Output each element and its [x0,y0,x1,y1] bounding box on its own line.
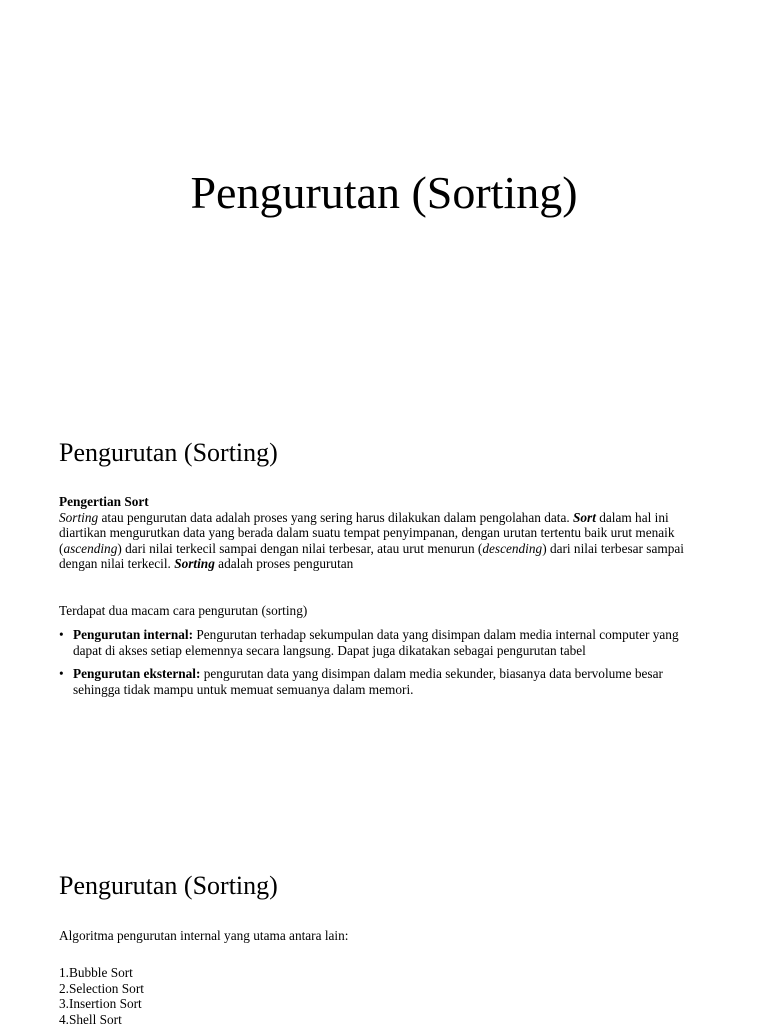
list-item: 3.Insertion Sort [59,996,142,1012]
term-descending: descending [482,540,543,556]
list-item: 1.Bubble Sort [59,965,133,980]
list-item [59,627,709,658]
bullet-icon: • [59,627,64,642]
definition-text: atau pengurutan data adalah proses yang sering harus dilakukan dalam pengolahan data. [98,509,573,525]
sorting-types-list [59,627,709,705]
algorithm-intro: Algoritma pengurutan internal yang utama antara lain: [59,928,349,943]
sorting-types-intro: Terdapat dua macam cara pengurutan (sorting) [59,603,308,618]
slide2-heading: Pengurutan (Sorting) [59,438,278,467]
term-ascending: ascending [63,540,118,556]
definition-block [59,494,709,572]
definition-paragraph [59,510,684,572]
slide3-heading: Pengurutan (Sorting) [59,871,278,900]
definition-text: ) dari nilai terbesar sampai dengan nilai terkecil. [59,540,684,571]
definition-text: adalah proses pengurutan [214,556,354,571]
bullet-text: pengurutan data yang disimpan dalam media sekunder, biasanya data bervolume besar sehingga tidak mampu untuk memuat semuanya dalam memori. [73,666,663,697]
definition-text: dalam hal ini diartikan mengurutkan data yang berada dalam suatu tempat penyimpanan, dengan urutan tertentu baik urut menaik ( [59,509,675,556]
list-item: 4.Shell Sort [59,1011,122,1027]
bullet-icon: • [59,666,64,681]
algorithm-list [59,965,144,1027]
term-sorting: Sorting [59,509,99,525]
term-sort: Sort [573,509,596,525]
definition-text: ) dari nilai terkecil sampai dengan nilai terbesar, atau urut menurun ( [117,540,483,556]
list-item: 2.Selection Sort [59,980,144,996]
list-item [59,666,709,697]
definition-subtitle: Pengertian Sort [59,494,149,509]
bullet-label: Pengurutan eksternal: [73,666,201,681]
title-slide [0,0,768,400]
bullet-label: Pengurutan internal: [73,627,194,642]
term-sorting-bold: Sorting [174,556,215,571]
slide-title: Pengurutan (Sorting) [190,167,578,218]
bullet-text: Pengurutan terhadap sekumpulan data yang disimpan dalam media internal computer yang dapat di akses setiap elemennya secara langsung. Dapat juga dikatakan sebagai pengurutan tabel [73,627,679,658]
